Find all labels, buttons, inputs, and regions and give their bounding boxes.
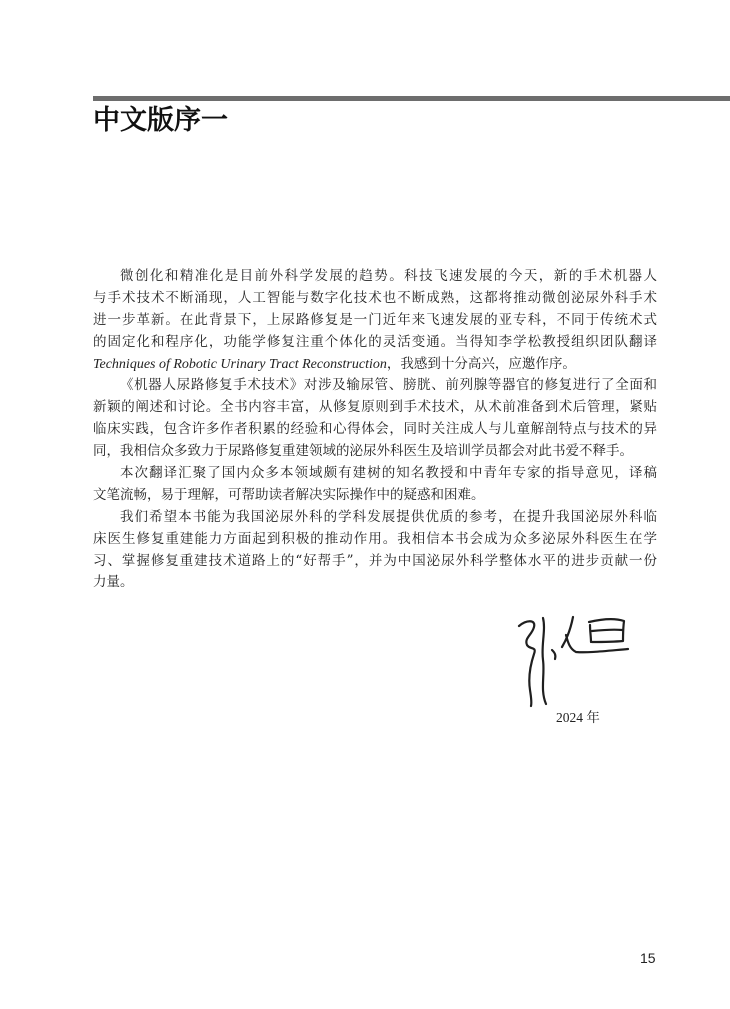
body-line: 习、掌握修复重建技术道路上的“好帮手”，并为中国泌尿外科学整体水平的进步贡献一份	[93, 552, 657, 569]
header-rule	[93, 96, 730, 101]
body-line: 文笔流畅，易于理解，可帮助读者解决实际操作中的疑惑和困难。	[93, 486, 485, 503]
body-line: 我们希望本书能为我国泌尿外科的学科发展提供优质的参考，在提升我国泌尿外科临	[120, 508, 657, 525]
book-title-english: Techniques of Robotic Urinary Tract Reconstruction	[93, 356, 387, 372]
page-title: 中文版序一	[93, 105, 228, 136]
body-line-text: ，我感到十分高兴，应邀作序。	[386, 355, 576, 372]
body-line: 同，我相信众多致力于尿路修复重建领域的泌尿外科医生及培训学员都会对此书爱不释手。	[93, 443, 633, 460]
signature-year: 2024 年	[556, 710, 600, 725]
body-line: 本次翻译汇聚了国内众多本领域颇有建树的知名教授和中青年专家的指导意见，译稿	[120, 465, 657, 482]
body-line: 力量。	[93, 574, 134, 591]
body-line: 新颖的阐述和讨论。全书内容丰富，从修复原则到手术技术，从术前准备到术后管理，紧贴	[93, 399, 657, 416]
body-line	[93, 354, 657, 376]
page-number: 15	[640, 950, 656, 966]
body-line: 与手术技术不断涌现，人工智能与数字化技术也不断成熟，这都将推动微创泌尿外科手术	[93, 289, 657, 306]
body-line: 微创化和精准化是目前外科学发展的趋势。科技飞速发展的今天，新的手术机器人	[120, 268, 657, 284]
body-line: 进一步革新。在此背景下，上尿路修复是一门近年来飞速发展的亚专科，不同于传统术式	[93, 311, 657, 328]
body-line: 的固定化和程序化，功能学修复注重个体化的灵活变通。当得知李学松教授组织团队翻译	[93, 333, 657, 350]
body-line: 《机器人尿路修复手术技术》对涉及输尿管、膀胱、前列腺等器官的修复进行了全面和	[120, 377, 657, 394]
body-line: 临床实践，包含许多作者积累的经验和心得体会，同时关注成人与儿童解剖特点与技术的异	[93, 421, 657, 438]
body-line: 床医生修复重建能力方面起到积极的推动作用。我相信本书会成为众多泌尿外科医生在学	[93, 530, 657, 547]
handwritten-signature	[510, 605, 640, 713]
preface-body	[93, 266, 657, 594]
